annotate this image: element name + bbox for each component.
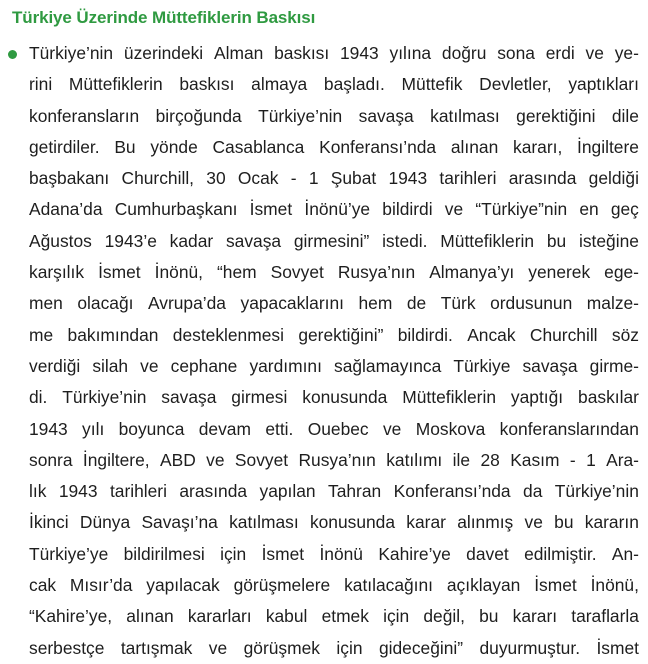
text-line: başbakanı Churchill, 30 Ocak - 1 Şubat 1943 tarihleri arasında geldiği	[29, 168, 639, 189]
text-line: cak Mısır’da yapılacak görüşmelere katılacağını açıklayan İsmet İnönü,	[29, 575, 639, 596]
text-line: men olacağı Avrupa’da yapacaklarını hem de Türk ordusunun malze-	[29, 293, 639, 314]
paragraph	[29, 38, 639, 664]
text-line: İkinci Dünya Savaşı’na katılması konusunda karar alınmış ve bu kararın	[29, 512, 639, 533]
bullet-icon	[8, 50, 17, 59]
text-line: serbestçe tartışmak ve görüşmek için gideceğini” duyurmuştur. İsmet	[29, 637, 639, 658]
text-line: konferansların birçoğunda Türkiye’nin savaşa katılması gerektiğini dile	[29, 105, 639, 126]
section-heading: Türkiye Üzerinde Müttefiklerin Baskısı	[12, 8, 316, 27]
text-line: Türkiye’nin üzerindeki Alman baskısı 1943 yılına doğru sona erdi ve ye-	[29, 43, 639, 63]
text-line: getirdiler. Bu yönde Casablanca Konferansı’nda alınan kararı, İngiltere	[29, 136, 639, 157]
text-line: rini Müttefiklerin baskısı almaya başladı. Müttefik Devletler, yaptıkları	[29, 74, 639, 95]
text-line: lık 1943 tarihleri arasında yapılan Tahran Konferansı’nda da Türkiye’nin	[29, 481, 639, 502]
text-line: di. Türkiye’nin savaşa girmesi konusunda Müttefiklerin yaptığı baskılar	[29, 387, 639, 408]
text-line: sonra İngiltere, ABD ve Sovyet Rusya’nın katılımı ile 28 Kasım - 1 Ara-	[29, 449, 639, 470]
text-line: Türkiye’ye bildirilmesi için İsmet İnönü Kahire’ye davet edilmiştir. An-	[29, 543, 639, 564]
text-line: karşılık İsmet İnönü, “hem Sovyet Rusya’nın Almanya’yı yenerek ege-	[29, 262, 639, 283]
text-line: Ağustos 1943’e kadar savaşa girmesini” istedi. Müttefiklerin bu isteğine	[29, 230, 639, 251]
text-line: verdiği silah ve cephane yardımını sağlamayınca Türkiye savaşa girme-	[29, 355, 639, 376]
text-line: “Kahire’ye, alınan kararları kabul etmek için değil, bu kararı taraflarla	[29, 606, 639, 627]
text-line: me bakımından desteklenmesi gerektiğini” bildirdi. Ancak Churchill söz	[29, 324, 639, 345]
text-line: 1943 yılı boyunca devam etti. Ouebec ve Moskova konferanslarından	[29, 418, 639, 439]
text-line: Adana’da Cumhurbaşkanı İsmet İnönü’ye bildirdi ve “Türkiye”nin en geç	[29, 199, 639, 220]
